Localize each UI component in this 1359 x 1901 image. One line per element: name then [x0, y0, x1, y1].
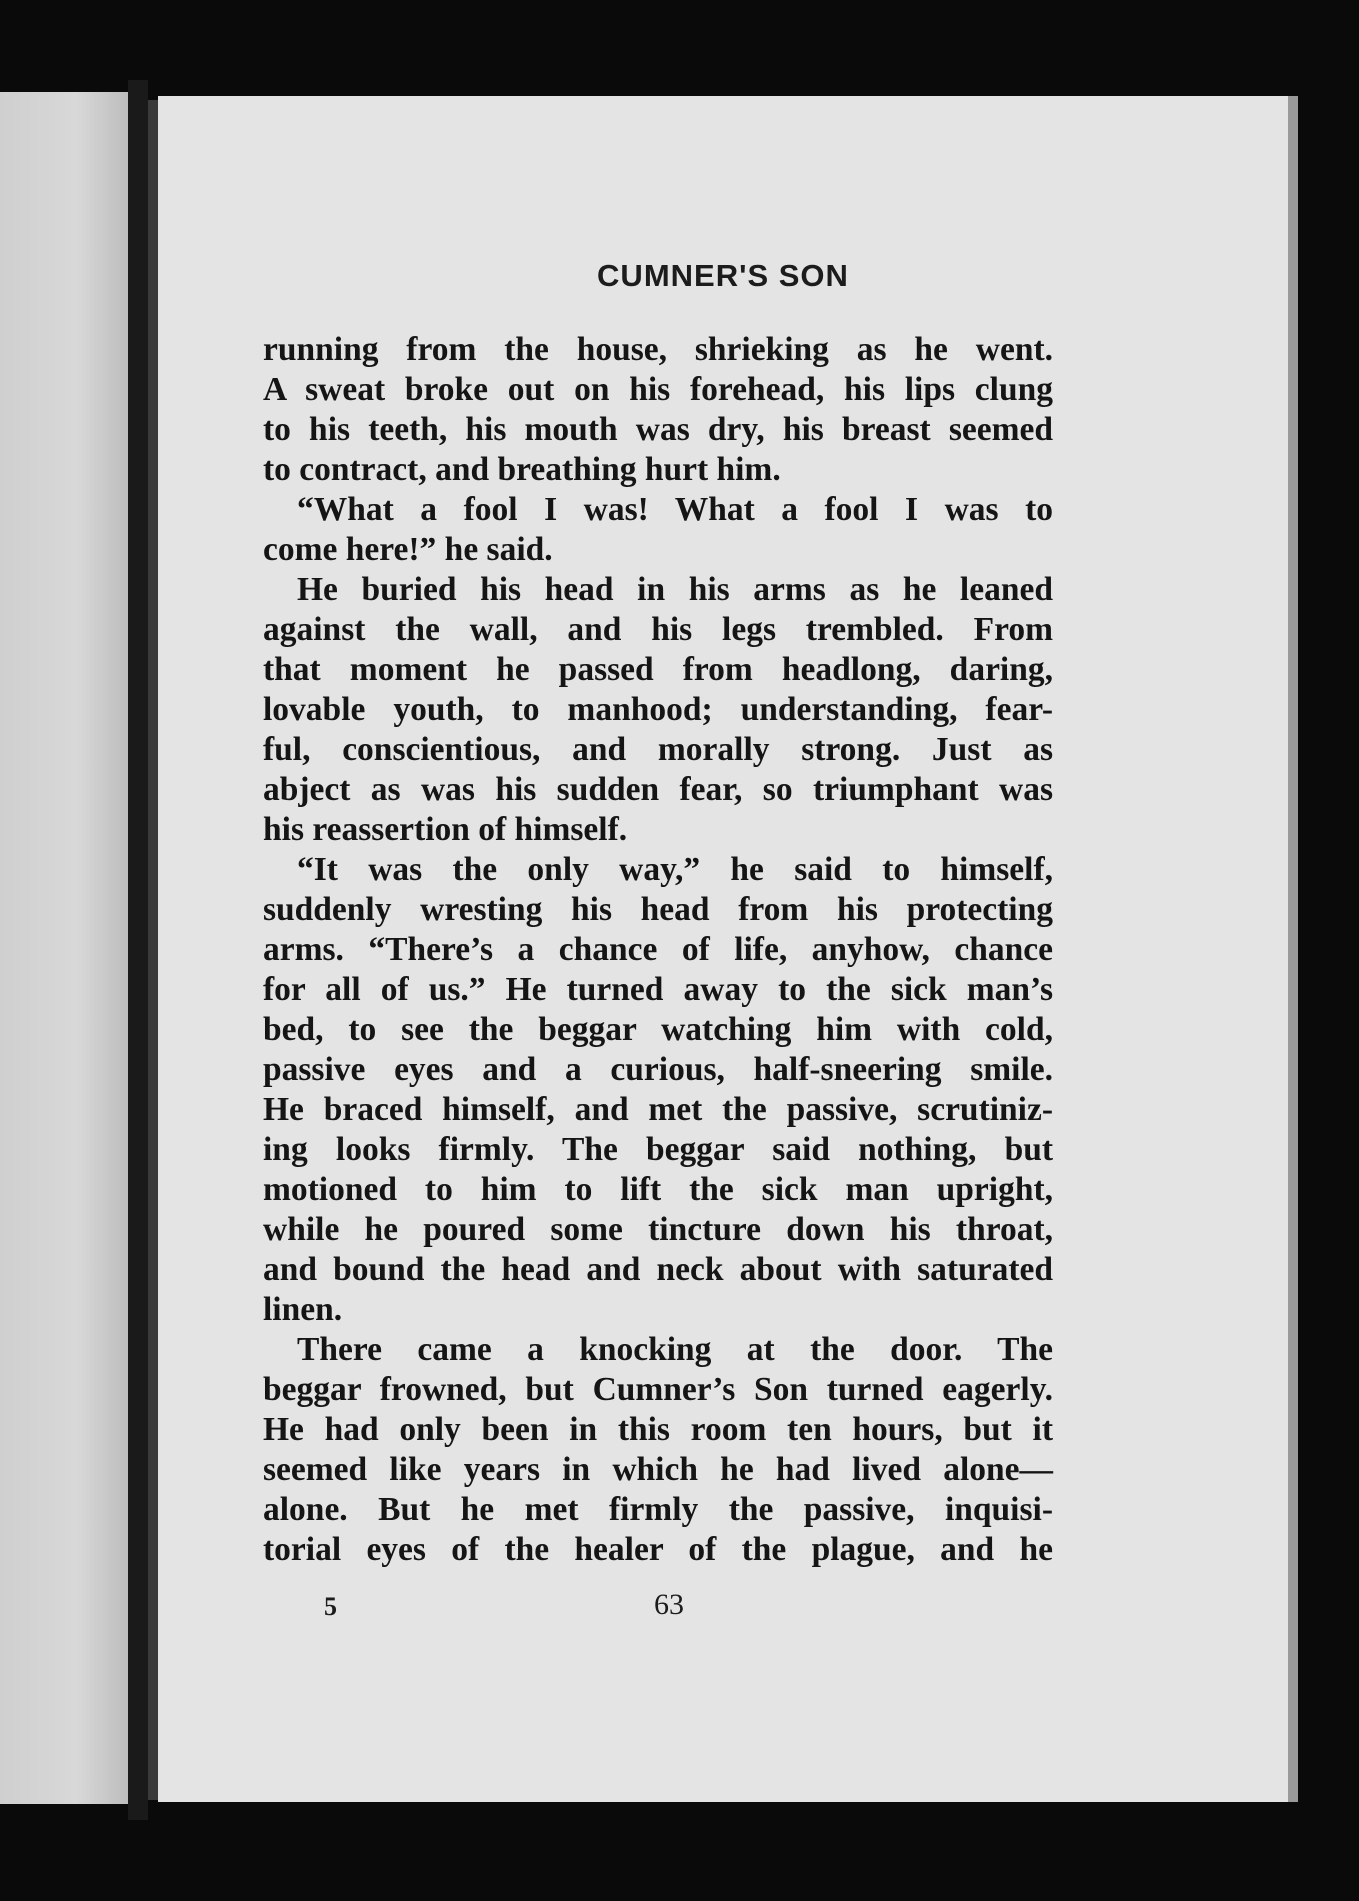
text-line: his reassertion of himself.: [263, 811, 628, 848]
text-line: seemed like years in which he had lived alone—: [263, 1451, 1053, 1488]
text-line: alone. But he met firmly the passive, inquisi-: [263, 1491, 1053, 1528]
text-line: that moment he passed from headlong, daring,: [263, 651, 1053, 688]
text-line: torial eyes of the healer of the plague, and he: [263, 1531, 1053, 1568]
text-line: while he poured some tincture down his throat,: [263, 1211, 1053, 1248]
body-text: [263, 330, 1053, 1570]
text-line: A sweat broke out on his forehead, his lips clung: [263, 371, 1053, 408]
text-line: running from the house, shrieking as he went.: [263, 331, 1053, 368]
text-line: beggar frowned, but Cumner’s Son turned eagerly.: [263, 1371, 1053, 1408]
page-edge: [1288, 96, 1298, 1802]
book-gutter: [128, 80, 148, 1820]
text-line: and bound the head and neck about with saturated: [263, 1251, 1053, 1288]
text-line: lovable youth, to manhood; understanding, fear-: [263, 691, 1053, 728]
text-line: He braced himself, and met the passive, scrutiniz-: [263, 1091, 1053, 1128]
text-line: to contract, and breathing hurt him.: [263, 451, 781, 488]
text-line: “It was the only way,” he said to himself,: [297, 851, 1053, 888]
spine-shadow: [148, 100, 158, 1800]
text-line: for all of us.” He turned away to the sick man’s: [263, 971, 1053, 1008]
text-line: motioned to him to lift the sick man upright,: [263, 1171, 1053, 1208]
text-line: He had only been in this room ten hours, but it: [263, 1411, 1053, 1448]
text-line: abject as was his sudden fear, so triumphant was: [263, 771, 1053, 808]
text-line: against the wall, and his legs trembled. From: [263, 611, 1053, 648]
running-head: CUMNER'S SON: [597, 258, 849, 293]
text-line: linen.: [263, 1291, 343, 1328]
page-number: 63: [654, 1588, 684, 1621]
text-line: He buried his head in his arms as he leaned: [297, 571, 1053, 608]
text-line: “What a fool I was! What a fool I was to: [297, 491, 1053, 528]
text-line: ing looks firmly. The beggar said nothing, but: [263, 1131, 1053, 1168]
facing-page-edge: [0, 92, 128, 1804]
text-line: ful, conscientious, and morally strong. Just as: [263, 731, 1053, 768]
signature-mark: 5: [324, 1592, 337, 1621]
text-line: passive eyes and a curious, half-sneering smile.: [263, 1051, 1053, 1088]
text-line: to his teeth, his mouth was dry, his breast seemed: [263, 411, 1053, 448]
text-line: arms. “There’s a chance of life, anyhow, chance: [263, 931, 1053, 968]
text-line: bed, to see the beggar watching him with cold,: [263, 1011, 1053, 1048]
text-line: There came a knocking at the door. The: [297, 1331, 1053, 1368]
text-line: suddenly wresting his head from his protecting: [263, 891, 1053, 928]
text-line: come here!” he said.: [263, 531, 553, 568]
